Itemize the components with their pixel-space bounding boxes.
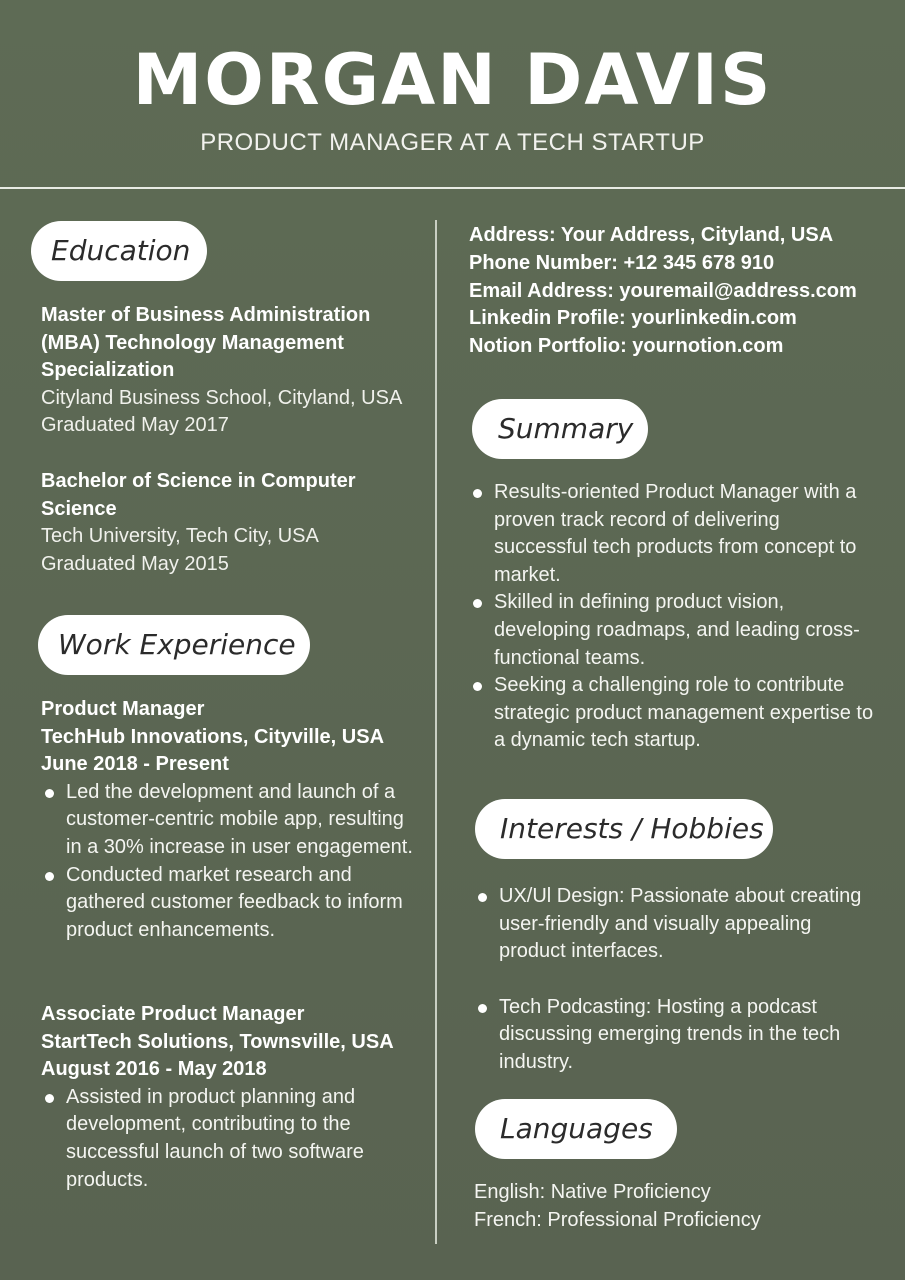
school: Tech University, Tech City, USA: [41, 525, 319, 548]
degree-line: Specialization: [41, 359, 175, 382]
job-associate-product-manager: [41, 1001, 421, 1194]
header-divider: [0, 187, 905, 189]
summary-section: [469, 479, 874, 755]
interests-bullets: [474, 883, 874, 1077]
interest-bullet: Tech Podcasting: Hosting a podcast discussing emerging trends in the tech industry.: [474, 994, 874, 1077]
job-product-manager: [41, 696, 421, 944]
contact-info: [469, 222, 857, 361]
summary-bullet: Results-oriented Product Manager with a proven track record of delivering successful tech products from concept to market.: [469, 479, 874, 589]
job-dates: June 2018 - Present: [41, 753, 229, 776]
degree-line: Bachelor of Science in Computer: [41, 470, 356, 492]
languages-heading: Languages: [475, 1099, 677, 1159]
contact-address: Address: Your Address, Cityland, USA: [469, 224, 834, 246]
degree-line: (MBA) Technology Management: [41, 331, 344, 354]
job-bullet: Assisted in product planning and development, contributing to the successful launch of two software products.: [41, 1084, 421, 1194]
graduation-date: Graduated May 2017: [41, 414, 229, 437]
school: Cityland Business School, Cityland, USA: [41, 386, 403, 409]
degree-line: Master of Business Administration: [41, 304, 371, 326]
job-title: PRODUCT MANAGER AT A TECH STARTUP: [200, 129, 705, 156]
education-entry-mba: [41, 302, 426, 440]
job-bullets: [41, 1084, 421, 1194]
languages-section: [474, 1179, 874, 1234]
job-role: Associate Product Manager: [41, 1003, 305, 1025]
job-company: StartTech Solutions, Townsville, USA: [41, 1030, 394, 1053]
summary-heading: Summary: [472, 399, 648, 459]
interests-section: [474, 883, 874, 1077]
interests-heading: Interests / Hobbies: [475, 799, 773, 859]
language-item: French: Professional Proficiency: [474, 1208, 761, 1231]
column-divider: [435, 220, 437, 1244]
job-bullets: [41, 779, 421, 945]
contact-email: Email Address: youremail@address.com: [469, 279, 857, 302]
education-entry-bsc: [41, 468, 426, 578]
contact-notion: Notion Portfolio: yournotion.com: [469, 335, 784, 358]
degree-line: Science: [41, 497, 117, 520]
language-item: English: Native Proficiency: [474, 1181, 711, 1203]
contact-linkedin: Linkedin Profile: yourlinkedin.com: [469, 307, 797, 330]
contact-phone: Phone Number: +12 345 678 910: [469, 251, 775, 274]
interest-bullet: UX/Ul Design: Passionate about creating user-friendly and visually appealing product interfaces.: [474, 883, 874, 966]
summary-bullet: Seeking a challenging role to contribute strategic product management expertise to a dynamic tech startup.: [469, 672, 874, 755]
candidate-name: MORGAN DAVIS: [132, 39, 773, 121]
education-heading: Education: [31, 221, 207, 281]
resume-header: [0, 0, 905, 188]
job-bullet: Conducted market research and gathered customer feedback to inform product enhancements.: [41, 862, 421, 945]
summary-bullets: [469, 479, 874, 755]
job-bullet: Led the development and launch of a customer-centric mobile app, resulting in a 30% increase in user engagement.: [41, 779, 421, 862]
job-company: TechHub Innovations, Cityville, USA: [41, 725, 385, 748]
job-dates: August 2016 - May 2018: [41, 1058, 267, 1081]
job-role: Product Manager: [41, 698, 205, 720]
summary-bullet: Skilled in defining product vision, developing roadmaps, and leading cross-functional teams.: [469, 589, 874, 672]
work-experience-heading: Work Experience: [38, 615, 310, 675]
graduation-date: Graduated May 2015: [41, 552, 229, 575]
